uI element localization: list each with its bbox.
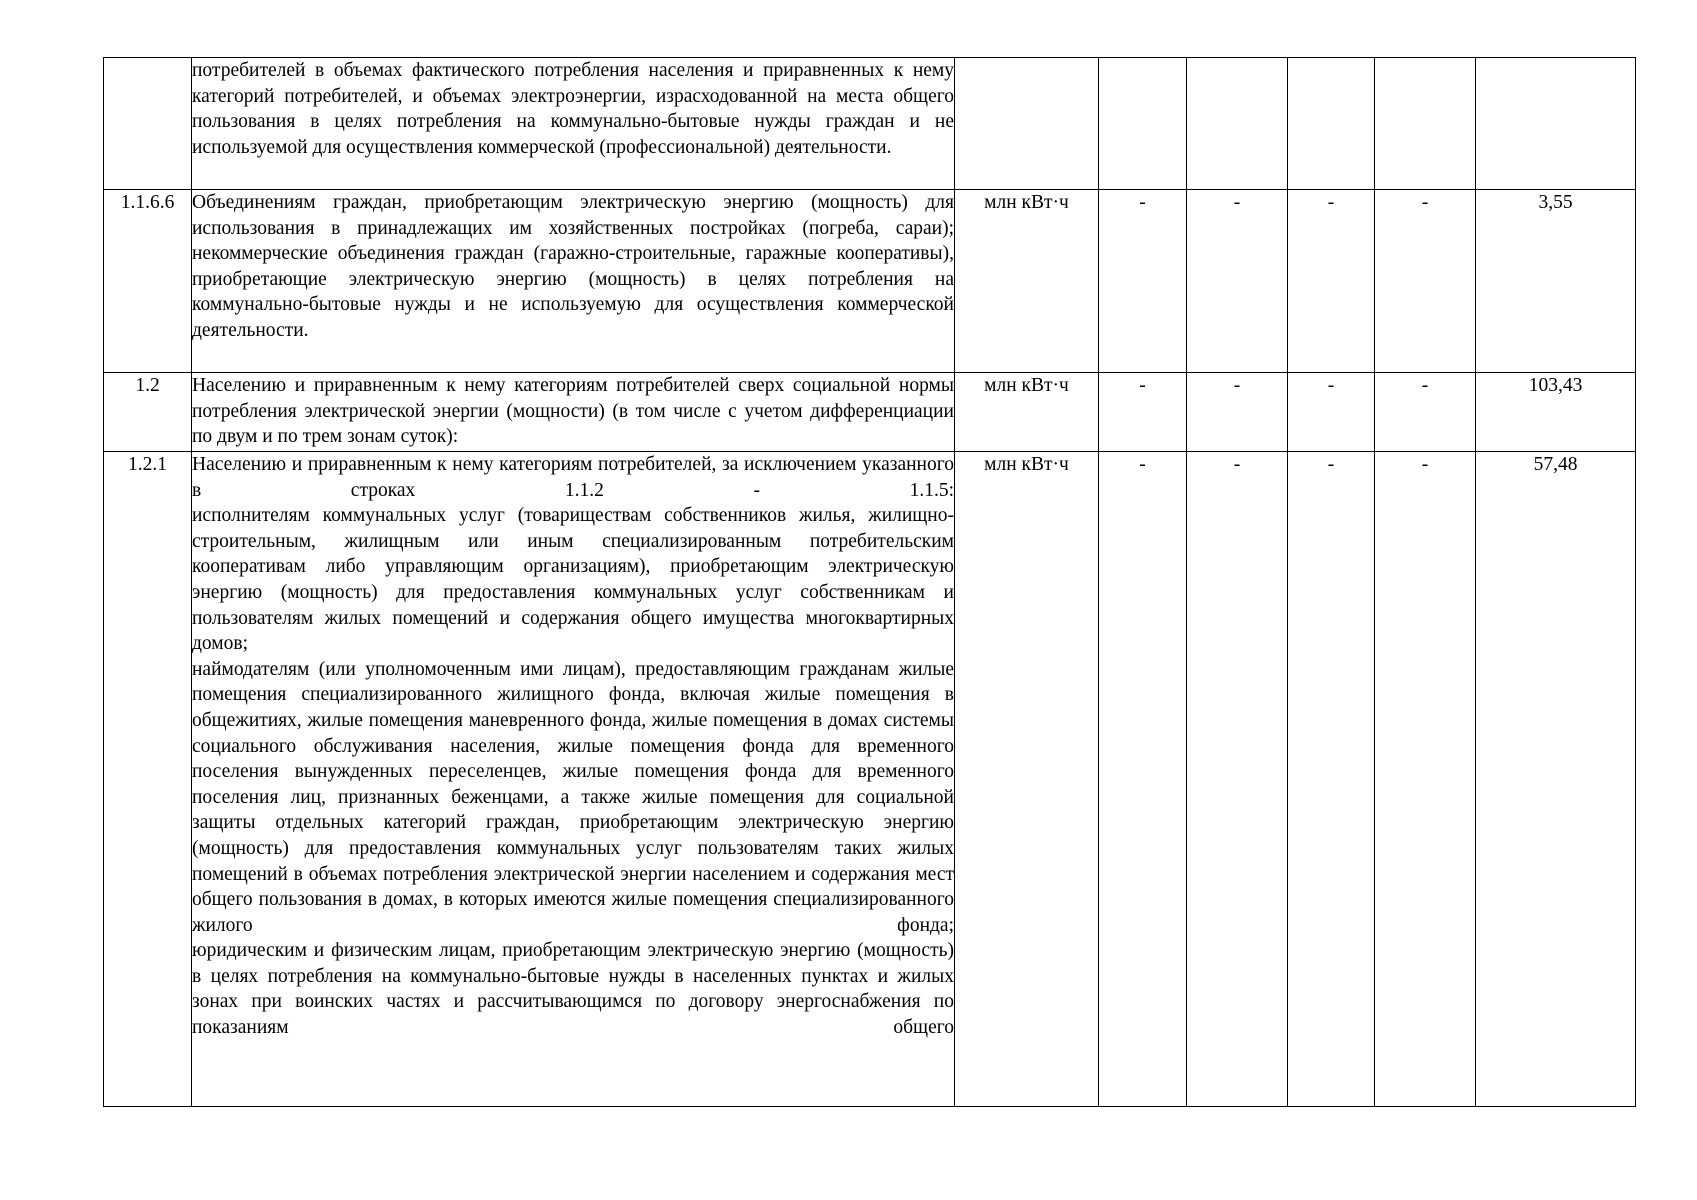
unit-cell: млн кВт·ч — [955, 373, 1099, 452]
row-number-cell: 1.2 — [104, 373, 192, 452]
column-1-cell: - — [1099, 452, 1187, 1107]
column-1-cell — [1099, 58, 1187, 190]
table-row — [104, 58, 1636, 190]
row-description-cell — [192, 452, 955, 1107]
column-2-cell: - — [1187, 452, 1288, 1107]
row-description-cell — [192, 190, 955, 373]
unit-cell — [955, 58, 1099, 190]
column-2-cell: - — [1187, 190, 1288, 373]
column-4-cell: - — [1375, 373, 1476, 452]
description-paragraph: Объединениям граждан, приобретающим электрическую энергию (мощность) для использования в принадлежащих им хозяйственных постройках (погреба, сараи); — [192, 192, 954, 239]
table-row — [104, 190, 1636, 373]
column-3-cell — [1288, 58, 1375, 190]
column-1-cell: - — [1099, 373, 1187, 452]
description-paragraph: Населению и приравненным к нему категориям потребителей сверх социальной нормы потребления электрической энергии (мощности) (в том числе с учетом дифференциации по двум и по трем зонам суток): — [192, 375, 954, 448]
column-3-cell: - — [1288, 452, 1375, 1107]
row-number-cell: 1.1.6.6 — [104, 190, 192, 373]
table-row — [104, 452, 1636, 1107]
unit-cell: млн кВт·ч — [955, 190, 1099, 373]
description-paragraph: некоммерческие объединения граждан (гаражно-строительные, гаражные кооперативы), приобретающие электрическую энергию (мощность) в целях потребления на коммунально-бытовые нужды и не используемую для осуществления коммерческой деятельности. — [192, 243, 954, 341]
column-2-cell — [1187, 58, 1288, 190]
row-number-cell — [104, 58, 192, 190]
column-1-cell: - — [1099, 190, 1187, 373]
description-paragraph: Населению и приравненным к нему категориям потребителей, за исключением указанного в строках 1.1.2 - 1.1.5: — [192, 454, 954, 501]
tariff-table — [103, 57, 1636, 1107]
column-3-cell: - — [1288, 190, 1375, 373]
value-cell: 103,43 — [1476, 373, 1636, 452]
row-description-cell — [192, 58, 955, 190]
column-4-cell — [1375, 58, 1476, 190]
table-body — [104, 58, 1636, 1107]
column-2-cell: - — [1187, 373, 1288, 452]
table-row — [104, 373, 1636, 452]
description-paragraph: исполнителям коммунальных услуг (товариществам собственников жилья, жилищно-строительным, жилищным или иным специализированным потребительским кооперативам либо управляющим организациям), приобретающим электрическую энергию (мощность) для предоставления коммунальных услуг собственникам и пользователям жилых помещений и содержания общего имущества многоквартирных домов; — [192, 505, 954, 655]
column-4-cell: - — [1375, 452, 1476, 1107]
description-paragraph: наймодателям (или уполномоченным ими лицам), предоставляющим гражданам жилые помещения специализированного жилищного фонда, включая жилые помещения в общежитиях, жилые помещения маневренного фонда, жилые помещения в домах системы социального обслуживания населения, жилые помещения фонда для временного поселения вынужденных переселенцев, жилые помещения фонда для временного поселения лиц, признанных беженцами, а также жилые помещения для социальной защиты отдельных категорий граждан, приобретающим электрическую энергию (мощность) для предоставления коммунальных услуг пользователям таких жилых помещений в объемах потребления электрической энергии населением и содержания мест общего пользования в домах, в которых имеются жилые помещения специализированного жилого фонда; — [192, 658, 954, 936]
value-cell — [1476, 58, 1636, 190]
unit-cell: млн кВт·ч — [955, 452, 1099, 1107]
row-description-cell — [192, 373, 955, 452]
row-number-cell: 1.2.1 — [104, 452, 192, 1107]
value-cell: 57,48 — [1476, 452, 1636, 1107]
value-cell: 3,55 — [1476, 190, 1636, 373]
column-3-cell: - — [1288, 373, 1375, 452]
description-paragraph: потребителей в объемах фактического потребления населения и приравненных к нему категорий потребителей, и объемах электроэнергии, израсходованной на места общего пользования в целях потребления на коммунально-бытовые нужды граждан и не используемой для осуществления коммерческой (профессиональной) деятельности. — [192, 60, 954, 158]
column-4-cell: - — [1375, 190, 1476, 373]
description-paragraph: юридическим и физическим лицам, приобретающим электрическую энергию (мощность) в целях потребления на коммунально-бытовые нужды в населенных пунктах и жилых зонах при воинских частях и рассчитывающимся по договору энергоснабжения по показаниям общего — [192, 940, 954, 1039]
